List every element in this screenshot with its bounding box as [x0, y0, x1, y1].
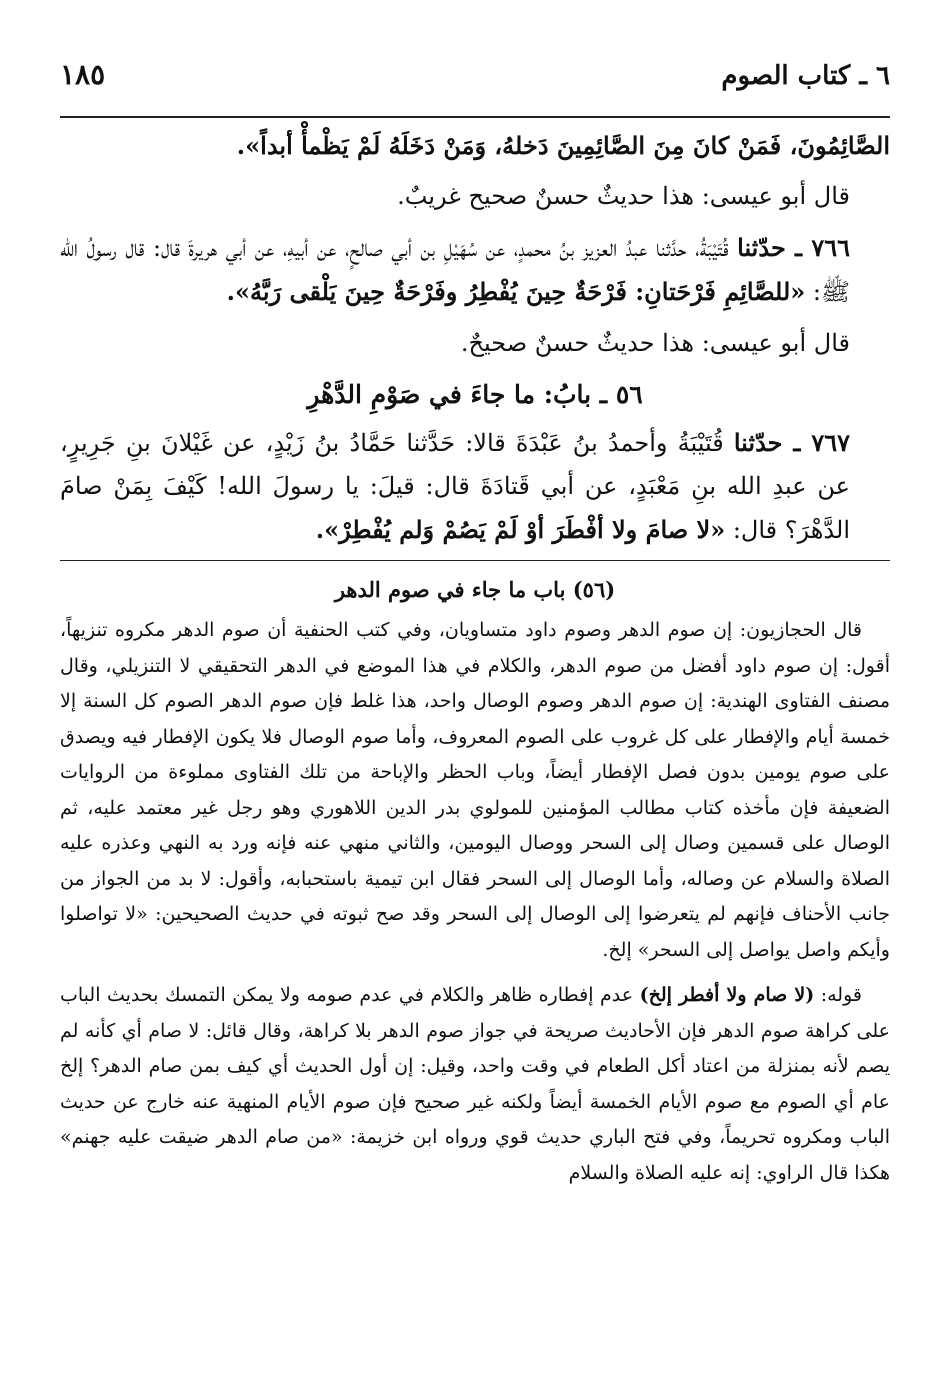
chapter-title: ٥٦ ـ بابُ: ما جاءَ في صَوْمِ الدَّهْرِ	[307, 380, 643, 409]
header-rule	[60, 116, 890, 118]
running-head: ٦ ـ كتاب الصوم	[721, 61, 890, 91]
commentary-body: عدم إفطاره ظاهر والكلام في عدم صومه ولا يمكن التمسك بحديث الباب على كراهة صوم الدهر فإن الأحاديث صريحة في جواز صوم الدهر بلا كراهة، وقال قائل: لا صام أي كأنه لم يصم لأنه بمنزلة من اعتاد أكل الطعام في وقت واحد، وقيل: إن أول الحديث أي كيف بمن صام الدهر؟ إلخ عام أي الصوم مع صوم الأيام الخمسة أيضاً ولكنه غير صحيح فإن صوم الأيام المنهية عنه خارج عن حديث الباب ومكروه تحريماً، وفي فتح الباري حديث قوي ورواه ابن خزيمة: «من صام الدهر ضيقت عليه جهنم» هكذا قال الراوي: إنه عليه الصلاة والسلام	[60, 984, 890, 1184]
hadith-767	[60, 421, 890, 552]
hadith-767-isnad: قُتَيْبَةُ وأحمدُ بنُ عَبْدَةَ قالا: حَدَّثنا حَمَّادُ بنُ زَيْدٍ، عن غَيْلانَ بنِ جَرِيرٍ، عن عبدِ الله بنِ مَعْبَدٍ، عن أبي قَتادَةَ قال: قيلَ: يا رسولَ الله! كَيْفَ بِمَنْ صامَ الدَّهْرَ؟ قال:	[60, 429, 850, 544]
commentary-section	[60, 571, 890, 1191]
commentary-paragraph-1: قال الحجازيون: إن صوم الدهر وصوم داود متساويان، وفي كتب الحنفية أن صوم الدهر مكروه تنزيهاً، أقول: إن صوم داود أفضل من صوم الدهر، والكلام في هذا الموضع في الدهر التحقيقي لا التنزيلي، وقال مصنف الفتاوى الهندية: إن صوم الدهر وصوم الوصال واحد، هذا غلط فإن صوم الدهر الصوم كل السنة إلا خمسة أيام والإفطار على كل غروب على الصوم المعروف، وأما صوم الوصال فلا يكون الإفطار فيه ويصدق على صوم يومين بدون فصل الإفطار أيضاً، وباب الحظر والإباحة من تلك الفتاوى مملوءة من الروايات الضعيفة فإن مأخذه كتاب مطالب المؤمنين للمولوي بدر الدين اللاهوري وهو رجل غير معتمد عليه، ثم الوصال على قسمين وصال إلى السحر ووصال اليومين، والثاني منهي عنه فإنه ورد به النهي وعذره عليه الصلاة والسلام عن وصاله، وأما الوصال إلى السحر فقال ابن تيمية باستحبابه، وأقول: لا بد من الجواز من جانب الأحناف فإنهم لم يتعرضوا إلى الوصال إلى السحر وقد صح ثبوته في حديث الصحيحين: «لا تواصلوا وأيكم واصل يواصل إلى السحر» إلخ.	[60, 619, 890, 961]
main-text	[60, 124, 890, 552]
commentary-lemma: (لا صام ولا أفطر إلخ)	[639, 984, 815, 1006]
commentary-heading: (٥٦) باب ما جاء في صوم الدهر	[334, 577, 616, 602]
hadith-767-number: ٧٦٧ ـ حدّثنا	[733, 428, 850, 457]
hadith-766-matn: «للصَّائِمِ فَرْحَتانِ: فَرْحَةٌ حِينَ يُفْطِرُ وفَرْحَةٌ حِينَ يَلْقى رَبَّهُ».	[226, 277, 806, 306]
footnote-rule	[60, 560, 890, 561]
tirmidhi-comment-2: قال أبو عيسى: هذا حديثٌ حسنٌ صحيحٌ.	[460, 329, 850, 357]
hadith-766-number: ٧٦٦ ـ حدّثنا	[737, 233, 850, 262]
commentary-lead: قوله:	[814, 984, 862, 1006]
commentary-paragraph-2	[60, 978, 890, 1191]
book-page	[60, 58, 890, 1191]
hadith-766	[60, 226, 890, 314]
tirmidhi-comment-1: قال أبو عيسى: هذا حديثٌ حسنٌ صحيح غريبٌ.	[397, 182, 850, 210]
page-number: ١٨٥	[60, 58, 106, 91]
page-header	[60, 58, 890, 112]
hadith-767-matn: «لا صامَ ولا أفْطَرَ أوْ لَمْ يَصُمْ وَلم يُفْطِرْ».	[315, 515, 726, 544]
hadith-continuation: الصَّائِمُونَ، فَمَنْ كانَ مِنَ الصَّائِمِينَ دَخلهُ، وَمَنْ دَخَلَهُ لَمْ يَظْمأْ أبداً».	[236, 131, 890, 160]
hadith-766-isnad: قُتَيْبَةُ، حدَّثنا عبدُ العزيز بنُ محمدٍ، عن سُهَيْلِ بن أبي صالحٍ، عن أبيهِ، عن أبي هريرةَ قال: قال رسولُ الله ﷺ:	[60, 234, 850, 306]
